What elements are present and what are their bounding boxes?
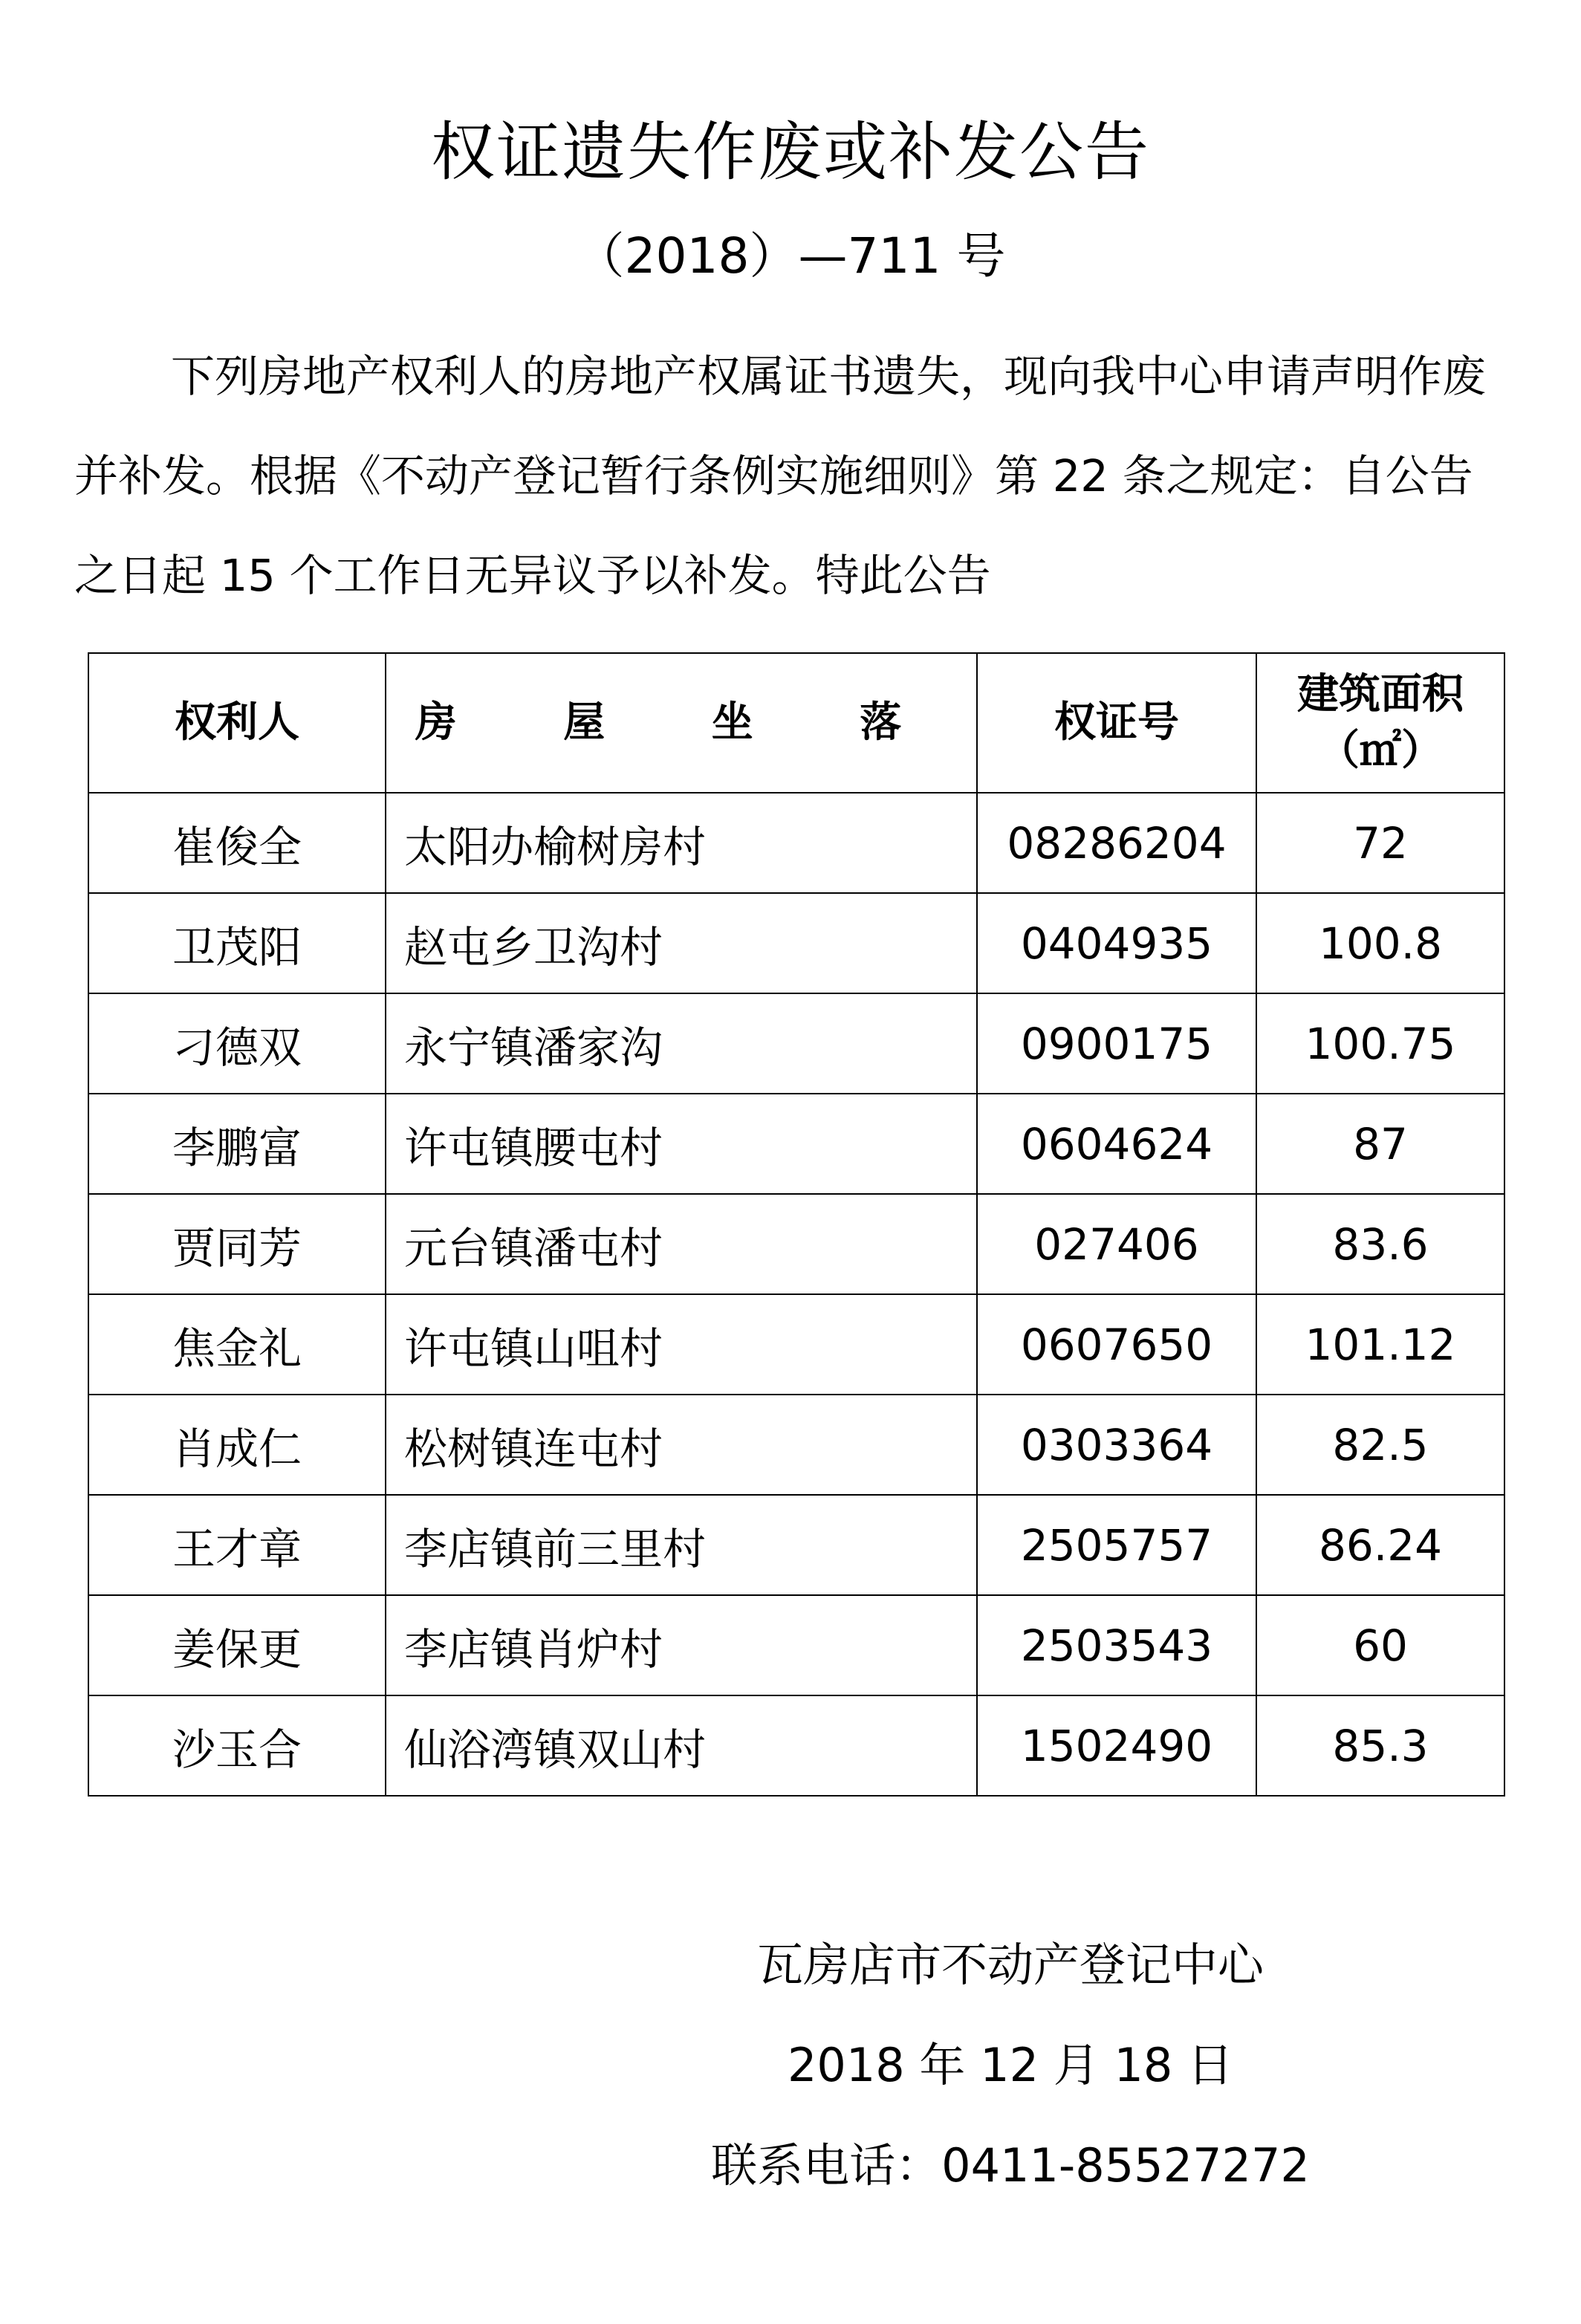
certificate-cell: 08286204: [977, 793, 1256, 893]
header-area-unit: （㎡）: [1318, 727, 1443, 775]
table-row: [88, 1094, 1504, 1194]
certificate-cell: 0607650: [977, 1294, 1256, 1395]
certificate-cell: 2503543: [977, 1595, 1256, 1695]
certificate-cell: 2505757: [977, 1495, 1256, 1595]
area-cell: 60: [1256, 1595, 1504, 1695]
header-area-label: 建筑面积: [1297, 670, 1464, 718]
table-header-row: [88, 653, 1504, 793]
area-cell: 100.8: [1256, 893, 1504, 993]
notice-title: 权证遗失作废或补发公告: [431, 115, 1150, 189]
owner-cell: 卫茂阳: [88, 893, 386, 993]
owner-cell: 姜保更: [88, 1595, 386, 1695]
owner-cell: 王才章: [88, 1495, 386, 1595]
location-cell: 李店镇肖炉村: [386, 1595, 977, 1695]
area-cell: 72: [1256, 793, 1504, 893]
header-location-label: 房 屋 坐 落: [415, 698, 948, 747]
header-area: [1256, 653, 1504, 793]
owner-cell: 肖成仁: [88, 1395, 386, 1495]
table-row: [88, 1695, 1504, 1796]
certificate-cell: 1502490: [977, 1695, 1256, 1796]
area-cell: 101.12: [1256, 1294, 1504, 1395]
location-cell: 元台镇潘屯村: [386, 1194, 977, 1294]
table-row: [88, 793, 1504, 893]
records-table: [88, 652, 1505, 1796]
certificate-cell: 0404935: [977, 893, 1256, 993]
area-cell: 100.75: [1256, 993, 1504, 1094]
certificate-cell: 0900175: [977, 993, 1256, 1094]
table-row: [88, 1595, 1504, 1695]
area-cell: 87: [1256, 1094, 1504, 1194]
table-row: [88, 1294, 1504, 1395]
location-cell: 李店镇前三里村: [386, 1495, 977, 1595]
area-cell: 82.5: [1256, 1395, 1504, 1495]
table-row: [88, 1495, 1504, 1595]
location-cell: 赵屯乡卫沟村: [386, 893, 977, 993]
location-cell: 仙浴湾镇双山村: [386, 1695, 977, 1796]
table-row: [88, 1395, 1504, 1495]
certificate-cell: 0303364: [977, 1395, 1256, 1495]
header-certificate: 权证号: [977, 653, 1256, 793]
certificate-cell: 0604624: [977, 1094, 1256, 1194]
header-owner: 权利人: [88, 653, 386, 793]
table-row: [88, 1194, 1504, 1294]
owner-cell: 贾同芳: [88, 1194, 386, 1294]
notice-number: （2018）—711 号: [575, 227, 1006, 285]
owner-cell: 李鹏富: [88, 1094, 386, 1194]
location-cell: 永宁镇潘家沟: [386, 993, 977, 1094]
table-row: [88, 993, 1504, 1094]
owner-cell: 沙玉合: [88, 1695, 386, 1796]
contact-phone: 联系电话：0411-85527272: [711, 2138, 1310, 2192]
notice-body: 下列房地产权利人的房地产权属证书遗失，现向我中心申请声明作废并补发。根据《不动产登记暂行条例实施细则》第 22 条之规定：自公告之日起 15 个工作日无异议予以补发。特此公告: [74, 351, 1487, 601]
certificate-cell: 027406: [977, 1194, 1256, 1294]
issue-date: 2018 年 12 月 18 日: [787, 2038, 1234, 2092]
owner-cell: 刁德双: [88, 993, 386, 1094]
table-row: [88, 893, 1504, 993]
issuing-organization: 瓦房店市不动产登记中心: [756, 1938, 1264, 1992]
location-cell: 许屯镇山咀村: [386, 1294, 977, 1395]
owner-cell: 崔俊全: [88, 793, 386, 893]
area-cell: 85.3: [1256, 1695, 1504, 1796]
header-location: [386, 653, 977, 793]
location-cell: 许屯镇腰屯村: [386, 1094, 977, 1194]
area-cell: 83.6: [1256, 1194, 1504, 1294]
area-cell: 86.24: [1256, 1495, 1504, 1595]
owner-cell: 焦金礼: [88, 1294, 386, 1395]
location-cell: 松树镇连屯村: [386, 1395, 977, 1495]
location-cell: 太阳办榆树房村: [386, 793, 977, 893]
